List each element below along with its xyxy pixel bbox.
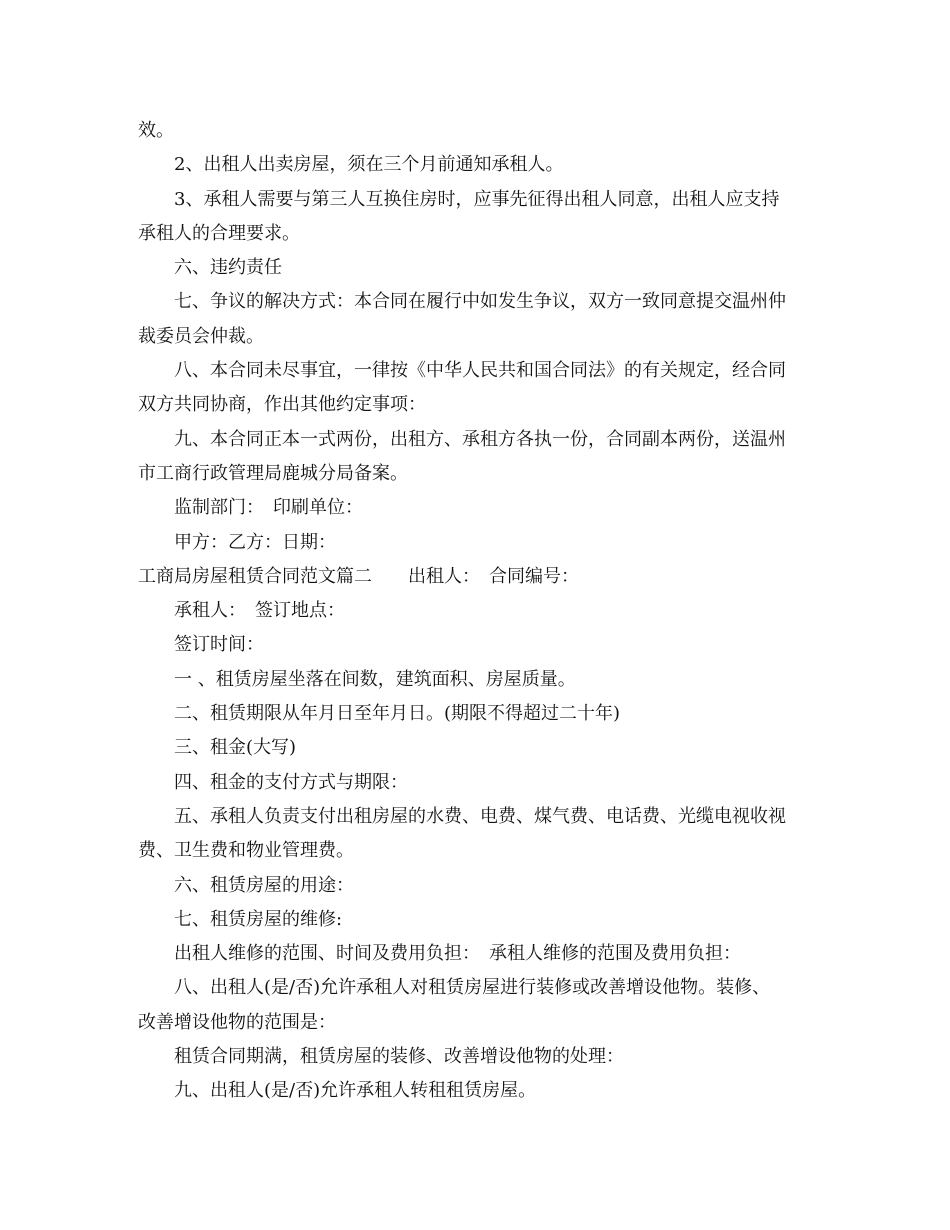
contract-title-line: 工商局房屋租赁合同范文篇二 出租人： 合同编号： (138, 565, 579, 587)
paragraph-line: 五、承租人负责支付出租房屋的水费、电费、煤气费、电话费、光缆电视收视 (174, 805, 786, 827)
paragraph-line: 效。 (138, 120, 174, 141)
paragraph-line: 九、出租人(是/否)允许承租人转租租赁房屋。 (174, 1080, 537, 1102)
paragraph-line: 裁委员会仲裁。 (138, 325, 264, 347)
paragraph-line: 出租人维修的范围、时间及费用负担： 承租人维修的范围及费用负担： (174, 943, 741, 965)
paragraph-line: 3、承租人需要与第三人互换住房时，应事先征得出租人同意，出租人应支持 (174, 188, 780, 210)
contract-field-line: 承租人： 签订地点： (174, 600, 345, 622)
paragraph-line: 三、租金(大写) (174, 737, 297, 759)
paragraph-line: 七、争议的解决方式：本合同在履行中如发生争议，双方一致同意提交温州仲 (174, 291, 786, 313)
paragraph-line: 双方共同协商，作出其他约定事项： (138, 394, 426, 416)
signature-fields: 监制部门： 印刷单位： (174, 497, 363, 519)
paragraph-line: 二、租赁期限从年月日至年月日。(期限不得超过二十年) (174, 703, 621, 725)
paragraph-line: 八、本合同未尽事宜，一律按《中华人民共和国合同法》的有关规定，经合同 (174, 360, 786, 382)
paragraph-line: 八、出租人(是/否)允许承租人对租赁房屋进行装修或改善增设他物。装修、 (174, 977, 771, 999)
paragraph-line: 承租人的合理要求。 (138, 222, 300, 244)
paragraph-line: 六、租赁房屋的用途： (174, 874, 354, 896)
paragraph-line: 市工商行政管理局鹿城分局备案。 (138, 462, 408, 484)
paragraph-line: 租赁合同期满，租赁房屋的装修、改善增设他物的处理： (174, 1046, 624, 1068)
paragraph-line: 2、出租人出卖房屋，须在三个月前通知承租人。 (174, 154, 564, 176)
paragraph-line: 改善增设他物的范围是： (138, 1011, 336, 1033)
paragraph-line: 四、租金的支付方式与期限： (174, 771, 408, 793)
paragraph-line: 七、租赁房屋的维修: (174, 908, 343, 930)
document-body (138, 114, 814, 1109)
section-heading: 六、违约责任 (174, 257, 282, 279)
contract-field-line: 签订时间： (174, 634, 264, 656)
signature-fields: 甲方：乙方：日期： (174, 531, 336, 553)
paragraph-line: 九、本合同正本一式两份，出租方、承租方各执一份，合同副本两份，送温州 (174, 428, 786, 450)
paragraph-line: 费、卫生费和物业管理费。 (138, 840, 354, 862)
paragraph-line: 一 、租赁房屋坐落在间数，建筑面积、房屋质量。 (174, 668, 576, 690)
